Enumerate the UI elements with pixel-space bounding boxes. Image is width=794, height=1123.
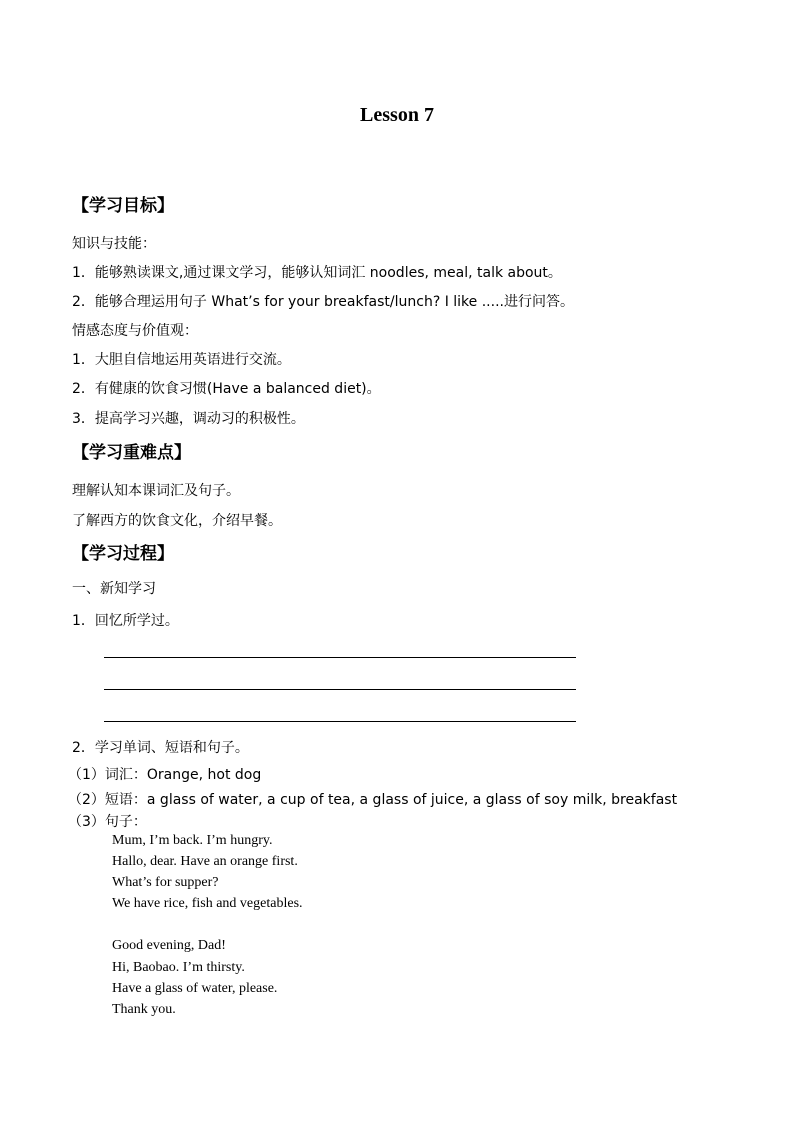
sentence-line: Good evening, Dad!: [112, 938, 226, 953]
key-point: 了解西方的饮食文化，介绍早餐。: [72, 513, 282, 529]
objective-item: 1．大胆自信地运用英语进行交流。: [72, 352, 291, 368]
section-heading-key-points: 【学习重难点】: [72, 443, 191, 463]
answer-line: [104, 689, 576, 690]
sentence-line: Thank you.: [112, 1002, 176, 1017]
section-heading-objectives: 【学习目标】: [72, 196, 174, 216]
emotion-label: 情感态度与价值观：: [72, 323, 198, 339]
sentences-label: （3）句子：: [68, 814, 147, 830]
section-heading-process: 【学习过程】: [72, 544, 174, 564]
key-point: 理解认知本课词汇及句子。: [72, 483, 240, 499]
sentence-line: Hallo, dear. Have an orange first.: [112, 854, 298, 869]
vocab-line: （1）词汇：Orange, hot dog: [68, 767, 262, 783]
objective-item: 2．有健康的饮食习惯(Have a balanced diet)。: [72, 381, 381, 397]
sentence-line: What’s for supper?: [112, 875, 219, 890]
answer-line: [104, 721, 576, 722]
objective-item: 2．能够合理运用句子 What’s for your breakfast/lunch? I like .....进行问答。: [72, 294, 574, 310]
sentence-line: Mum, I’m back. I’m hungry.: [112, 833, 273, 848]
sentence-line: Have a glass of water, please.: [112, 981, 278, 996]
objective-item: 3．提高学习兴趣，调动习的积极性。: [72, 411, 305, 427]
page-title: Lesson 7: [360, 104, 434, 126]
sentence-line: We have rice, fish and vegetables.: [112, 896, 303, 911]
knowledge-label: 知识与技能：: [72, 236, 156, 252]
answer-line: [104, 657, 576, 658]
step-item: 2．学习单词、短语和句子。: [72, 740, 249, 756]
part-title: 一、新知学习: [72, 581, 156, 597]
step-item: 1．回忆所学过。: [72, 613, 179, 629]
phrases-line: （2）短语：a glass of water, a cup of tea, a glass of juice, a glass of soy milk, breakfast: [68, 792, 678, 808]
sentence-line: Hi, Baobao. I’m thirsty.: [112, 960, 245, 975]
objective-item: 1．能够熟读课文,通过课文学习，能够认知词汇 noodles, meal, talk about。: [72, 265, 562, 281]
